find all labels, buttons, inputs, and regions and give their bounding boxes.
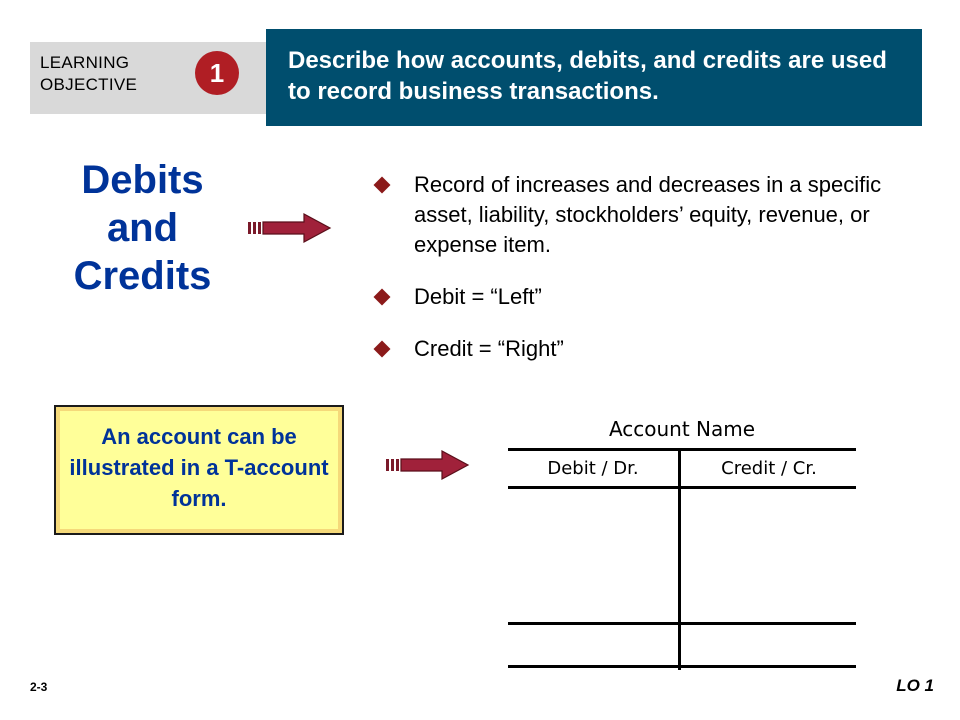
t-account-debit-label: Debit / Dr. xyxy=(547,458,639,479)
t-account-header-line xyxy=(508,486,856,489)
bullet-list xyxy=(368,170,928,386)
learning-objective-label: LEARNING OBJECTIVE xyxy=(40,53,138,94)
t-account-total-line xyxy=(508,622,856,625)
slide-title: Debits and Credits xyxy=(73,158,212,298)
t-account-center-line xyxy=(678,450,681,670)
t-account xyxy=(508,412,856,670)
diamond-bullet-icon xyxy=(374,341,391,358)
slide-number: 2-3 xyxy=(30,680,48,694)
t-account-name: Account Name xyxy=(608,417,756,441)
right-arrow-icon xyxy=(246,212,332,244)
bullet-item: Credit = “Right” xyxy=(368,334,928,364)
callout-box: An account can be illustrated in a T-account form. xyxy=(54,405,344,535)
t-account-credit-label: Credit / Cr. xyxy=(721,458,817,479)
right-arrow-icon xyxy=(384,449,470,481)
t-account-bottom-line xyxy=(508,665,856,668)
diamond-bullet-icon xyxy=(374,177,391,194)
bullet-item: Debit = “Left” xyxy=(368,282,928,312)
t-account-top-line xyxy=(508,448,856,451)
diamond-bullet-icon xyxy=(374,289,391,306)
learning-objective-number-badge: 1 xyxy=(195,51,239,95)
learning-objective-description: Describe how accounts, debits, and credits are used to record business transactions. xyxy=(266,29,922,126)
bullet-item: Record of increases and decreases in a specific asset, liability, stockholders’ equity, revenue, or expense item. xyxy=(368,170,928,260)
lo-tag: LO 1 xyxy=(896,676,934,695)
